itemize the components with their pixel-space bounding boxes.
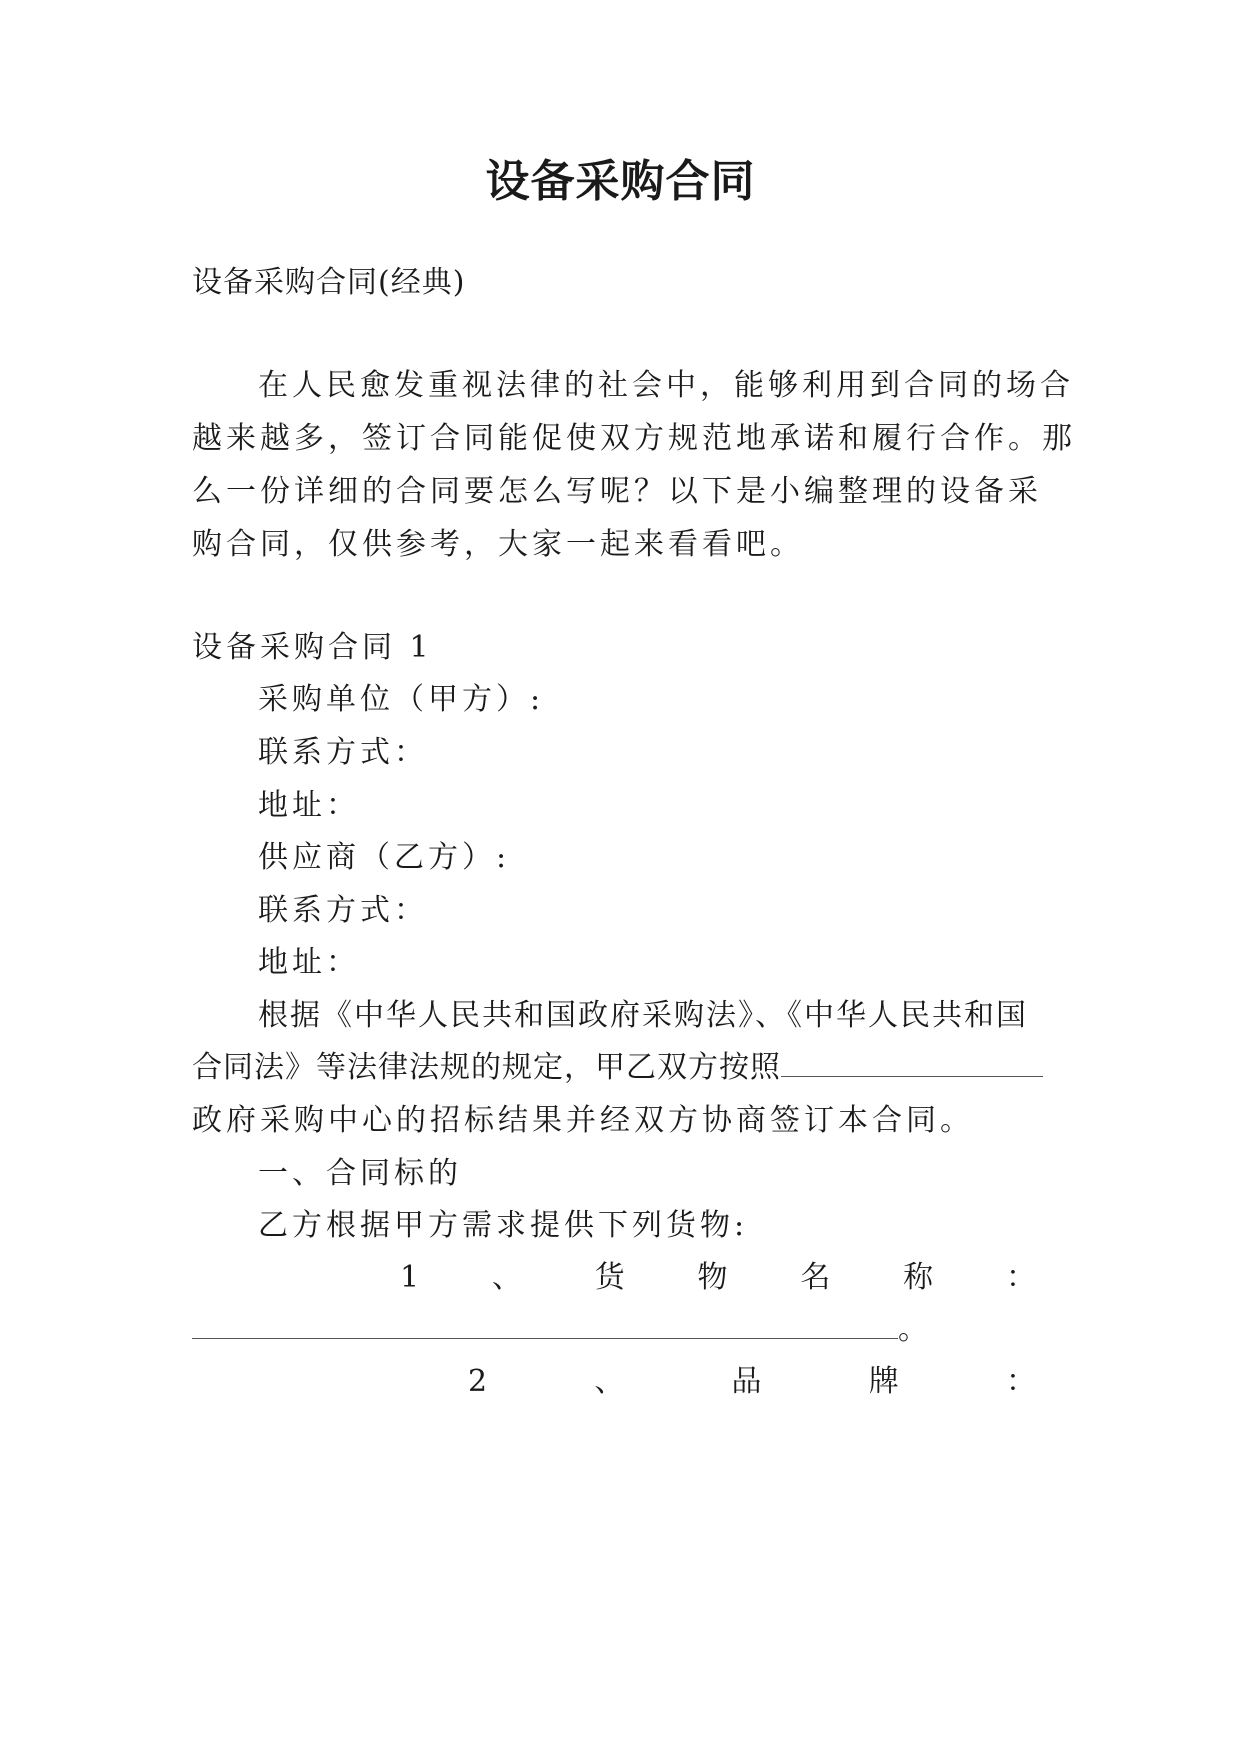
section-heading: 设备采购合同 1 [192, 630, 433, 665]
item-1-value-line [192, 1310, 932, 1350]
item-1-part: 1 [400, 1260, 420, 1295]
clause-one-heading: 一、合同标的 [258, 1156, 462, 1191]
supplier-label: 供应商（乙方）: [258, 840, 511, 875]
item-2-part: 品 [731, 1364, 762, 1399]
item-1-part: 货 [594, 1260, 625, 1295]
item-2-part: ： [1005, 1364, 1036, 1399]
item-1-part: 称 [903, 1260, 934, 1295]
basis-line-3: 政府采购中心的招标结果并经双方协商签订本合同。 [192, 1103, 974, 1138]
supplier-contact-label: 联系方式： [258, 893, 428, 928]
buyer-address-label: 地址： [258, 788, 360, 823]
item-1-part: 物 [697, 1260, 728, 1295]
item-1-end: 。 [898, 1312, 932, 1347]
document-subtitle: 设备采购合同(经典) [192, 265, 466, 300]
item-1-blank [192, 1312, 898, 1339]
document-title: 设备采购合同 [485, 156, 756, 207]
supplier-address-label: 地址： [258, 945, 360, 980]
item-2-part: 2 [468, 1364, 488, 1399]
item-2-label [468, 1362, 1036, 1402]
basis-line-2-text: 合同法》等法律法规的规定，甲乙双方按照 [192, 1050, 781, 1085]
procurement-center-blank [781, 1050, 1043, 1077]
intro-line-4: 购合同，仅供参考，大家一起来看看吧。 [192, 527, 804, 562]
item-1-part: 、 [491, 1260, 522, 1295]
intro-line-2: 越来越多，签订合同能促使双方规范地承诺和履行合作。那 [192, 421, 1076, 456]
item-2-part: 牌 [868, 1364, 899, 1399]
intro-line-1: 在人民愈发重视法律的社会中，能够利用到合同的场合 [258, 368, 1074, 403]
basis-line-1: 根据《中华人民共和国政府采购法》、《中华人民共和国 [258, 998, 1028, 1033]
clause-one-lead: 乙方根据甲方需求提供下列货物: [258, 1208, 749, 1243]
item-1-part: ： [1005, 1260, 1036, 1295]
item-1-label [400, 1258, 1036, 1298]
basis-line-2 [192, 1048, 1043, 1088]
intro-line-3: 么一份详细的合同要怎么写呢？以下是小编整理的设备采 [192, 474, 1042, 509]
item-2-part: 、 [594, 1364, 625, 1399]
buyer-contact-label: 联系方式： [258, 735, 428, 770]
buyer-label: 采购单位（甲方）: [258, 682, 545, 717]
item-1-part: 名 [800, 1260, 831, 1295]
